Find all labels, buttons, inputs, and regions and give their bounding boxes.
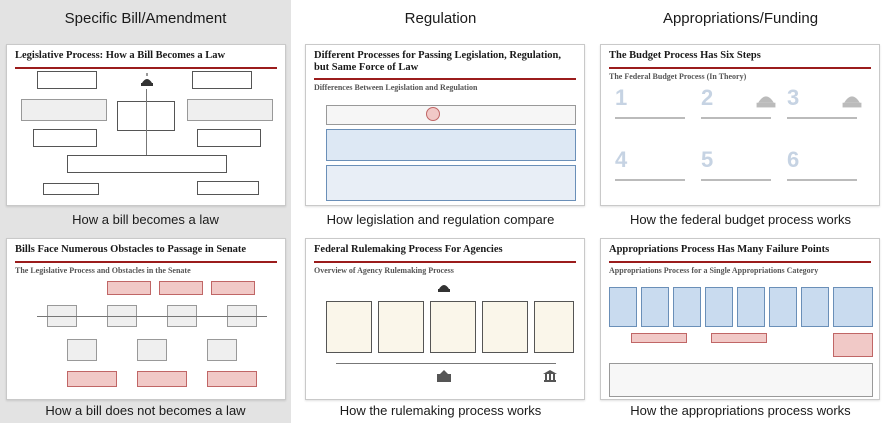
stage-box xyxy=(705,287,733,327)
thumbnail-budget-process[interactable] xyxy=(600,44,880,206)
thumbnail-legislation-regulation[interactable] xyxy=(305,44,585,206)
caption-rulemaking: How the rulemaking process works xyxy=(339,403,542,418)
thumbnail-title: Appropriations Process Has Many Failure Points xyxy=(609,244,830,255)
diagram-box xyxy=(43,183,99,195)
obstacle-box xyxy=(107,281,151,295)
legislation-row xyxy=(326,129,576,161)
title-rule xyxy=(609,67,871,69)
capitol-icon xyxy=(839,87,865,109)
stage-box xyxy=(609,287,637,327)
icon-row xyxy=(326,105,576,125)
thumbnail-subtitle: Overview of Agency Rulemaking Process xyxy=(314,265,454,275)
title-rule xyxy=(15,67,277,69)
failure-point xyxy=(631,333,687,343)
step-number: 2 xyxy=(701,85,714,110)
step-icon xyxy=(207,339,237,361)
stop-icon xyxy=(426,107,440,121)
stage-box xyxy=(737,287,765,327)
thumbnail-subtitle: Appropriations Process for a Single Appropriations Category xyxy=(609,265,819,275)
step-number: 4 xyxy=(615,147,628,172)
caption-appropriations: How the appropriations process works xyxy=(630,403,851,418)
regulation-row xyxy=(326,165,576,201)
diagram-box xyxy=(197,129,261,147)
diagram-box xyxy=(192,71,252,89)
step-number: 1 xyxy=(615,85,628,110)
thumbnail-bill-obstacles[interactable] xyxy=(6,238,286,400)
connector xyxy=(37,316,267,317)
courthouse-icon xyxy=(542,369,558,383)
step-number: 6 xyxy=(787,147,800,172)
obstacle-box xyxy=(211,281,255,295)
diagram-box xyxy=(67,155,227,173)
caption-bill-obstacles: How a bill does not becomes a law xyxy=(45,403,246,418)
diagram-box xyxy=(21,99,107,121)
capitol-icon xyxy=(139,73,155,87)
step-box xyxy=(430,301,476,353)
title-rule xyxy=(314,261,576,263)
capitol-icon xyxy=(753,87,779,109)
white-house-icon xyxy=(436,369,452,383)
step-box xyxy=(326,301,372,353)
step-box xyxy=(534,301,574,353)
stage-box xyxy=(769,287,797,327)
obstacle-box xyxy=(207,371,257,387)
thumbnail-appropriations[interactable] xyxy=(600,238,880,400)
text-placeholder xyxy=(787,179,857,181)
step-icon xyxy=(137,339,167,361)
caption-bill-becomes-law: How a bill becomes a law xyxy=(72,212,219,227)
thumbnail-title: Federal Rulemaking Process For Agencies xyxy=(314,244,503,255)
obstacle-box xyxy=(159,281,203,295)
failure-point xyxy=(833,333,873,357)
text-placeholder xyxy=(787,117,857,119)
obstacle-box xyxy=(67,371,117,387)
step-number: 5 xyxy=(701,147,714,172)
column-header-bill: Specific Bill/Amendment xyxy=(64,10,227,27)
step-box xyxy=(482,301,528,353)
caption-legislation-regulation: How legislation and regulation compare xyxy=(326,212,555,227)
connector xyxy=(146,89,147,155)
stage-box xyxy=(673,287,701,327)
title-rule xyxy=(15,261,277,263)
stage-box xyxy=(641,287,669,327)
stage-box xyxy=(801,287,829,327)
failure-point xyxy=(711,333,767,343)
column-header-appropriations: Appropriations/Funding xyxy=(662,10,819,27)
diagram-box xyxy=(197,181,259,195)
caption-budget-process: How the federal budget process works xyxy=(629,212,852,227)
text-placeholder xyxy=(615,117,685,119)
thumbnail-subtitle: Differences Between Legislation and Regulation xyxy=(314,83,478,93)
thumbnail-title: Bills Face Numerous Obstacles to Passage in Senate xyxy=(15,244,247,255)
diagram-box xyxy=(37,71,97,89)
text-placeholder xyxy=(701,179,771,181)
thumbnail-title: The Budget Process Has Six Steps xyxy=(609,50,761,61)
stage-box xyxy=(833,287,873,327)
connector xyxy=(336,363,556,364)
step-number: 3 xyxy=(787,85,800,110)
thumbnail-rulemaking[interactable] xyxy=(305,238,585,400)
title-rule xyxy=(609,261,871,263)
capitol-icon xyxy=(436,279,452,293)
column-header-regulation: Regulation xyxy=(404,10,477,27)
thumbnail-bill-becomes-law[interactable] xyxy=(6,44,286,206)
diagram-box xyxy=(187,99,273,121)
thumbnail-subtitle: The Legislative Process and Obstacles in the Senate xyxy=(15,265,191,275)
title-rule xyxy=(314,78,576,80)
thumbnail-subtitle: The Federal Budget Process (In Theory) xyxy=(609,71,747,81)
step-box xyxy=(378,301,424,353)
thumbnail-title: Different Processes for Passing Legislation, Regulation, but Same Force of Law xyxy=(314,50,562,73)
diagram-box xyxy=(33,129,97,147)
thumbnail-title: Legislative Process: How a Bill Becomes a Law xyxy=(15,50,226,61)
analysis-note xyxy=(609,363,873,397)
text-placeholder xyxy=(701,117,771,119)
text-placeholder xyxy=(615,179,685,181)
obstacle-box xyxy=(137,371,187,387)
step-icon xyxy=(67,339,97,361)
